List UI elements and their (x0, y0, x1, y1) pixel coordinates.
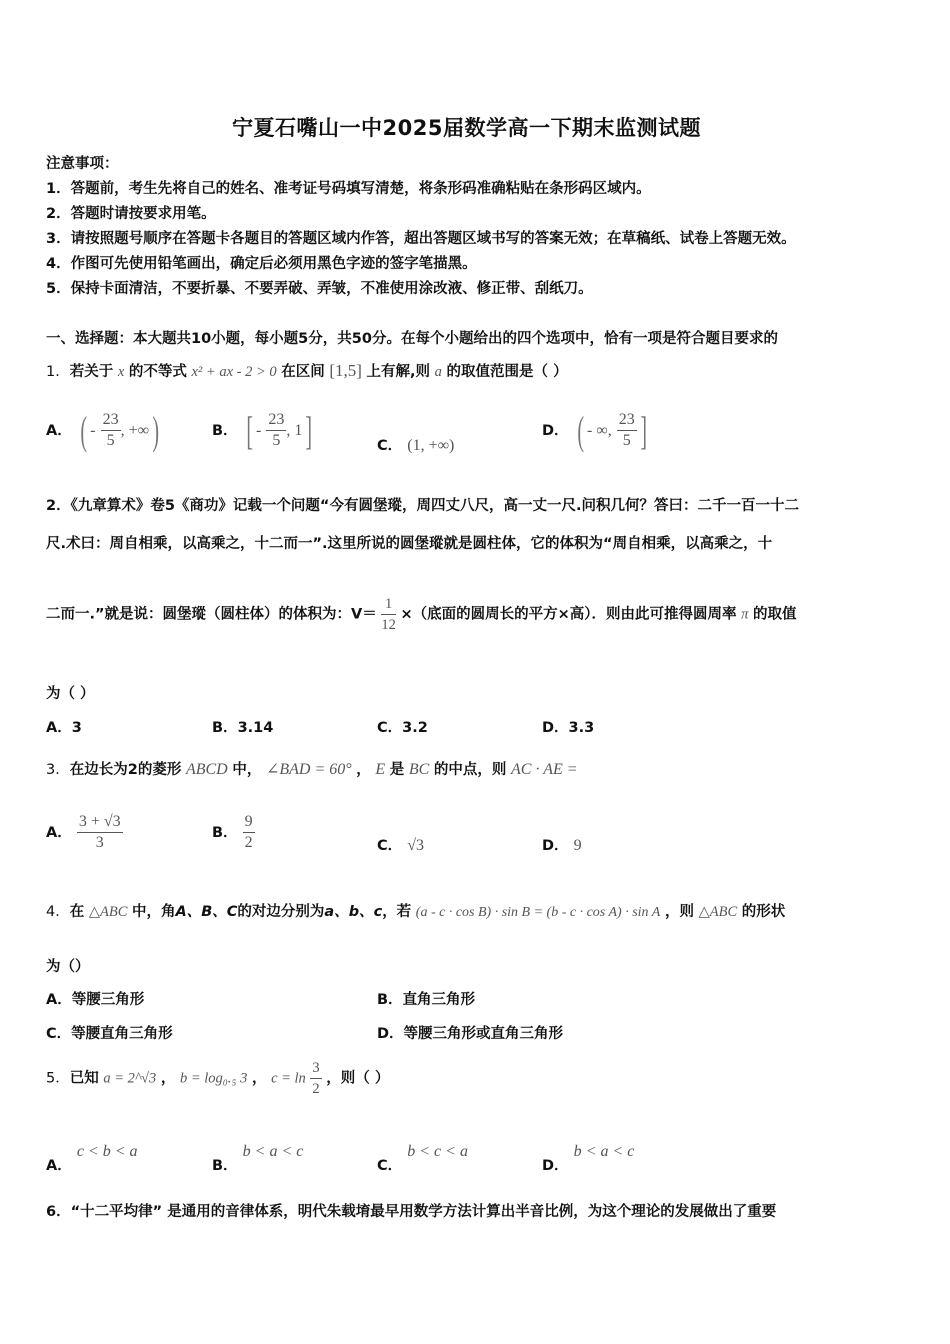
page-title: 宁夏石嘴山一中2025届数学高一下期末监测试题 (232, 116, 701, 140)
q3-option-b[interactable]: B． $\frac{9}{2}$ (212, 813, 253, 851)
notice-heading: 注意事项： (46, 156, 119, 172)
q3-option-d[interactable]: D． 9 (542, 837, 582, 854)
q2-option-b[interactable]: B．3.14 (212, 720, 274, 736)
q5-option-a[interactable]: A． c < b < a (46, 1143, 138, 1174)
q4-option-c[interactable]: C．等腰直角三角形 (46, 1026, 173, 1042)
q4-option-a[interactable]: A．等腰三角形 (46, 992, 145, 1008)
math-inequality: x² + ax - 2 > 0 (191, 364, 277, 380)
q2-option-a[interactable]: A．3 (46, 720, 82, 736)
question-3: 3．在边长为2的菱形 ABCD 中， ∠BAD = 60° ， E 是 BC 的中点，则 AC · AE = (46, 761, 578, 778)
question-2-line: 尺.术曰：周自相乘，以高乘之，十二而一”.这里所说的圆堡瑽就是圆柱体，它的体积为“周自相乘，以高乘之，十 (46, 536, 773, 552)
question-5: 5．已知 a = 2^√3 ， b = log₀.₅ 3 ， c = ln $\frac{3}{2}$ ，则（ ） (46, 1060, 390, 1097)
question-2-line: 为（ ） (46, 686, 95, 702)
math-pi: π (741, 606, 749, 623)
notice-item: 2．答题时请按要求用笔。 (46, 206, 216, 222)
math-interval: [1,5] (329, 361, 362, 380)
q1-option-d[interactable]: D． ( - ∞, $\frac{23}{5}$ ] (542, 407, 647, 453)
q5-option-b[interactable]: B． b < a < c (212, 1143, 304, 1174)
question-1: 1．若关于 x 的不等式 x² + ax - 2 > 0 在区间 [1,5] 上有解,则 a 的取值范围是（ ） (46, 361, 568, 380)
section-heading: 一、选择题：本大题共10小题，每小题5分，共50分。在每个小题给出的四个选项中，恰有一项是符合题目要求的 (46, 331, 778, 347)
q1-option-c[interactable]: C． (1, +∞) (377, 437, 455, 454)
notice-item: 1．答题前，考生先将自己的姓名、准考证号码填写清楚，将条形码准确粘贴在条形码区域内。 (46, 181, 651, 197)
q3-option-c[interactable]: C． √3 (377, 837, 425, 854)
question-2-line: 二而一.”就是说：圆堡瑽（圆柱体）的体积为：V＝ $\frac{1}{12}$ ×（底面的圆周长的平方×高）．则由此可推得圆周率 π 的取值 (46, 596, 797, 633)
question-2-line: 2．《九章算术》卷5《商功》记载一个问题“今有圆堡瑽，周四丈八尺，高一丈一尺.问积几何？答曰：二千一百一十二 (46, 498, 799, 514)
q1-option-b[interactable]: B． [ - $\frac{23}{5}$ , 1] (212, 407, 313, 453)
fraction: $\frac{3}{2}$ (312, 1060, 320, 1097)
q2-option-d[interactable]: D．3.3 (542, 720, 595, 736)
q4-option-d[interactable]: D．等腰三角形或直角三角形 (377, 1026, 564, 1042)
notice-item: 3．请按照题号顺序在答题卡各题目的答题区域内作答，超出答题区域书写的答案无效；在草稿纸、试卷上答题无效。 (46, 231, 796, 247)
question-4-line: 为（） (46, 959, 90, 975)
q3-option-a[interactable]: A． $\frac{3 + √3}{3}$ (46, 813, 121, 851)
fraction: $\frac{1}{12}$ (381, 596, 396, 633)
notice-item: 4．作图可先使用铅笔画出，确定后必须用黑色字迹的签字笔描黑。 (46, 256, 477, 272)
question-6-line: 6．“十二平均律” 是通用的音律体系，明代朱载堉最早用数学方法计算出半音比例，为这个理论的发展做出了重要 (46, 1204, 777, 1220)
question-number: 1． (46, 364, 70, 380)
q5-option-c[interactable]: C． b < c < a (377, 1143, 468, 1174)
math-var-x: x (117, 364, 125, 380)
q2-option-c[interactable]: C．3.2 (377, 720, 428, 736)
q1-option-a[interactable]: A． ( - $\frac{23}{5}$ , +∞) (46, 407, 160, 453)
q5-option-d[interactable]: D． b < a < c (542, 1143, 635, 1174)
math-var-a: a (434, 364, 442, 380)
question-4: 4．在 △ABC 中，角A、B、C的对边分别为a、b、c，若 (a - c · cos B) · sin B = (b - c · cos A) · sin A ，则 △ABC 的形状 (46, 904, 786, 920)
notice-item: 5．保持卡面清洁，不要折暴、不要弄破、弄皱，不准使用涂改液、修正带、刮纸刀。 (46, 281, 593, 297)
q4-option-b[interactable]: B．直角三角形 (377, 992, 476, 1008)
